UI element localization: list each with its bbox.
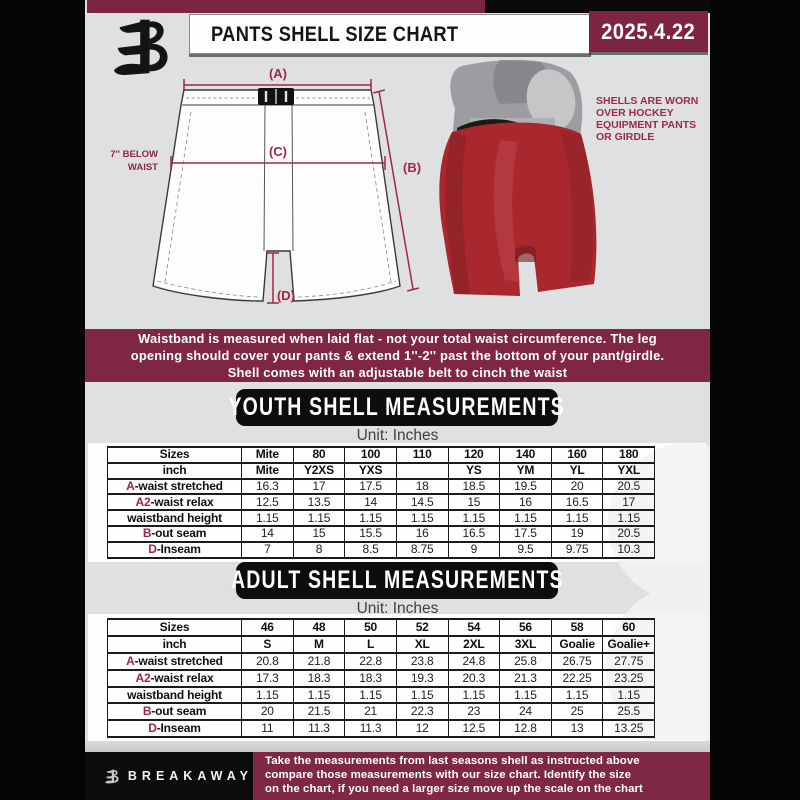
size-cell: 16.5 xyxy=(551,494,603,510)
date-text: 2025.4.22 xyxy=(601,18,696,44)
size-cell: 25.5 xyxy=(603,703,655,720)
row-label: A2-waist relax xyxy=(108,494,242,510)
size-cell: 1.15 xyxy=(500,510,552,526)
size-cell: 1.15 xyxy=(603,687,655,704)
row-label: waistband height xyxy=(108,687,242,704)
size-cell: 20 xyxy=(551,479,603,495)
below-waist-note-line1: 7'' BELOW xyxy=(110,149,158,160)
size-cell: 14 xyxy=(345,494,397,510)
table-row xyxy=(108,670,655,687)
size-cell: 180 xyxy=(603,447,655,463)
size-cell: 22.3 xyxy=(396,703,448,720)
table-row xyxy=(108,463,655,479)
size-cell: 17 xyxy=(293,479,345,495)
photo-caption-line3: EQUIPMENT PANTS xyxy=(596,119,697,131)
size-cell: 50 xyxy=(345,619,397,636)
size-cell: 9.75 xyxy=(551,542,603,558)
footer-note-line3: on the chart, if you need a larger size move up the scale on the chart xyxy=(265,782,643,795)
size-cell: 21 xyxy=(345,703,397,720)
brand-logo xyxy=(113,15,173,75)
size-cell: 120 xyxy=(448,447,500,463)
table-row xyxy=(108,494,655,510)
footer-brand-box xyxy=(85,752,253,800)
size-cell: 15 xyxy=(448,494,500,510)
info-banner xyxy=(85,329,710,382)
table-row xyxy=(108,542,655,558)
table-row xyxy=(108,703,655,720)
row-label: A2-waist relax xyxy=(108,670,242,687)
row-label-prefix: A2 xyxy=(135,670,151,685)
size-cell: Y2XS xyxy=(293,463,345,479)
prefooter-strip xyxy=(85,741,710,752)
row-label-prefix: B xyxy=(142,526,152,541)
photo-caption-line1: SHELLS ARE WORN xyxy=(596,95,699,107)
size-cell: Mite xyxy=(242,463,294,479)
size-cell: YXS xyxy=(345,463,397,479)
size-cell: 16.5 xyxy=(448,526,500,542)
adult-size-table xyxy=(107,618,655,738)
size-cell: 21.5 xyxy=(293,703,345,720)
size-cell: 20.5 xyxy=(603,526,655,542)
size-cell: 13.25 xyxy=(603,720,655,737)
table-row xyxy=(108,687,655,704)
size-cell: 8 xyxy=(293,542,345,558)
size-cell: 10.3 xyxy=(603,542,655,558)
info-banner-line1: Waistband is measured when laid flat - not your total waist circumference. The leg xyxy=(138,330,657,346)
size-cell: YM xyxy=(500,463,552,479)
size-cell: 1.15 xyxy=(603,510,655,526)
measure-label-d: (D) xyxy=(276,288,296,303)
size-cell: YXL xyxy=(603,463,655,479)
table-row xyxy=(108,619,655,636)
size-cell: 16 xyxy=(500,494,552,510)
size-cell: L xyxy=(345,636,397,653)
youth-heading: YOUTH SHELL MEASUREMENTS xyxy=(228,393,566,421)
size-cell: 9.5 xyxy=(500,542,552,558)
size-cell: 25.8 xyxy=(500,653,552,670)
size-cell: Mite xyxy=(242,447,294,463)
table-row xyxy=(108,479,655,495)
size-cell: YS xyxy=(448,463,500,479)
size-cell: 16.3 xyxy=(242,479,294,495)
youth-section-banner xyxy=(228,389,566,426)
size-cell: 12.5 xyxy=(448,720,500,737)
row-label-prefix: D xyxy=(148,721,157,736)
size-cell: XL xyxy=(396,636,448,653)
size-cell: 100 xyxy=(345,447,397,463)
content-strip xyxy=(85,0,710,800)
adult-section-banner xyxy=(230,562,564,599)
table-row xyxy=(108,636,655,653)
table-row xyxy=(108,526,655,542)
size-cell: 17.5 xyxy=(345,479,397,495)
table-row xyxy=(108,447,655,463)
size-cell: 1.15 xyxy=(242,687,294,704)
below-waist-note-line2: WAIST xyxy=(127,162,158,173)
size-cell: 8.5 xyxy=(345,542,397,558)
youth-size-table xyxy=(107,446,655,559)
title-bar xyxy=(189,14,591,54)
youth-unit-label: Unit: Inches xyxy=(356,427,439,444)
row-label: Sizes xyxy=(108,447,242,463)
size-cell: 60 xyxy=(603,619,655,636)
size-cell: 17.5 xyxy=(500,526,552,542)
size-cell: 23.25 xyxy=(603,670,655,687)
date-badge xyxy=(589,11,708,52)
measure-label-a: (A) xyxy=(268,66,288,81)
size-cell: 7 xyxy=(242,542,294,558)
footer-brand-text: BREAKAWAY xyxy=(127,769,253,783)
size-cell: 20.8 xyxy=(242,653,294,670)
size-cell: 15 xyxy=(293,526,345,542)
size-cell: 14.5 xyxy=(396,494,448,510)
size-cell: M xyxy=(293,636,345,653)
adult-heading: ADULT SHELL MEASUREMENTS xyxy=(230,566,564,594)
size-cell: 1.15 xyxy=(293,510,345,526)
footer-note-box xyxy=(253,752,710,800)
size-cell: 1.15 xyxy=(396,510,448,526)
table-row xyxy=(108,510,655,526)
table-row xyxy=(108,720,655,737)
size-cell: 11.3 xyxy=(345,720,397,737)
size-cell: 12.5 xyxy=(242,494,294,510)
size-cell: 23.8 xyxy=(396,653,448,670)
info-banner-line3: Shell comes with an adjustable belt to cinch the waist xyxy=(227,365,568,381)
row-label-prefix: D xyxy=(148,542,157,557)
size-cell: 2XL xyxy=(448,636,500,653)
size-cell: 19 xyxy=(551,526,603,542)
size-cell: 1.15 xyxy=(448,687,500,704)
size-cell: YL xyxy=(551,463,603,479)
size-cell: 20 xyxy=(242,703,294,720)
footer-note-line2: compare those measurements with our size chart. Identify the size xyxy=(265,769,632,782)
size-cell: 18.3 xyxy=(293,670,345,687)
row-label: B-out seam xyxy=(108,703,242,720)
size-cell: 58 xyxy=(551,619,603,636)
size-cell: 23 xyxy=(448,703,500,720)
size-cell: 22.25 xyxy=(551,670,603,687)
size-cell: 12 xyxy=(396,720,448,737)
shorts-drawing xyxy=(153,88,400,301)
size-cell: 17 xyxy=(603,494,655,510)
row-label: D-Inseam xyxy=(108,542,242,558)
size-cell: 19.3 xyxy=(396,670,448,687)
top-accent-bar xyxy=(87,0,485,13)
shell-diagram xyxy=(85,55,710,325)
size-cell: 21.3 xyxy=(500,670,552,687)
row-label-prefix: A xyxy=(126,478,135,493)
size-cell: 20.3 xyxy=(448,670,500,687)
size-cell: 25 xyxy=(551,703,603,720)
size-cell: 18 xyxy=(396,479,448,495)
row-label: inch xyxy=(108,636,242,653)
size-cell: 19.5 xyxy=(500,479,552,495)
row-label: inch xyxy=(108,463,242,479)
row-label-prefix: A xyxy=(126,653,135,668)
size-cell: 80 xyxy=(293,447,345,463)
photo-caption-line4: OR GIRDLE xyxy=(596,131,655,143)
size-cell: 14 xyxy=(242,526,294,542)
size-cell: 1.15 xyxy=(551,510,603,526)
row-label: D-Inseam xyxy=(108,720,242,737)
size-cell: 27.75 xyxy=(603,653,655,670)
table-row xyxy=(108,653,655,670)
info-banner-line2: opening should cover your pants & extend 1''-2'' past the bottom of your pant/girdle. xyxy=(130,347,665,363)
row-label: waistband height xyxy=(108,510,242,526)
measure-label-b: (B) xyxy=(403,160,422,175)
row-label: A-waist stretched xyxy=(108,479,242,495)
size-cell: 48 xyxy=(293,619,345,636)
size-cell: S xyxy=(242,636,294,653)
shell-photo xyxy=(439,60,596,296)
size-cell: 24 xyxy=(500,703,552,720)
size-cell: 12.8 xyxy=(500,720,552,737)
size-cell: 1.15 xyxy=(448,510,500,526)
size-cell: 20.5 xyxy=(603,479,655,495)
footer-brand-logo xyxy=(105,761,120,791)
size-cell: 52 xyxy=(396,619,448,636)
footer-note-line1: Take the measurements from last seasons shell as instructed above xyxy=(265,755,640,768)
size-cell: 26.75 xyxy=(551,653,603,670)
size-cell: 11.3 xyxy=(293,720,345,737)
size-cell: Goalie xyxy=(551,636,603,653)
size-cell: 24.8 xyxy=(448,653,500,670)
size-cell: 9 xyxy=(448,542,500,558)
size-cell: 56 xyxy=(500,619,552,636)
size-cell: 11 xyxy=(242,720,294,737)
size-cell: 21.8 xyxy=(293,653,345,670)
size-cell: 46 xyxy=(242,619,294,636)
photo-caption-line2: OVER HOCKEY xyxy=(596,107,674,119)
size-cell: 17.3 xyxy=(242,670,294,687)
size-cell: 3XL xyxy=(500,636,552,653)
row-label-prefix: B xyxy=(142,704,152,719)
size-cell: 1.15 xyxy=(345,687,397,704)
size-cell: 1.15 xyxy=(551,687,603,704)
size-cell: 140 xyxy=(500,447,552,463)
size-cell: Goalie+ xyxy=(603,636,655,653)
size-cell: 1.15 xyxy=(293,687,345,704)
size-cell: 18.3 xyxy=(345,670,397,687)
size-cell: 8.75 xyxy=(396,542,448,558)
size-cell: 1.15 xyxy=(500,687,552,704)
size-cell: 22.8 xyxy=(345,653,397,670)
size-cell: 16 xyxy=(396,526,448,542)
size-cell: 1.15 xyxy=(242,510,294,526)
size-cell: 13.5 xyxy=(293,494,345,510)
measure-label-c: (C) xyxy=(268,144,288,159)
size-cell: 160 xyxy=(551,447,603,463)
row-label: A-waist stretched xyxy=(108,653,242,670)
size-cell: 1.15 xyxy=(396,687,448,704)
row-label-prefix: A2 xyxy=(135,494,151,509)
row-label: B-out seam xyxy=(108,526,242,542)
size-cell xyxy=(396,463,448,479)
size-cell: 15.5 xyxy=(345,526,397,542)
adult-unit-label: Unit: Inches xyxy=(356,600,439,617)
size-cell: 18.5 xyxy=(448,479,500,495)
size-cell: 54 xyxy=(448,619,500,636)
page-title: PANTS SHELL SIZE CHART xyxy=(211,21,459,46)
size-cell: 110 xyxy=(396,447,448,463)
size-cell: 1.15 xyxy=(345,510,397,526)
row-label: Sizes xyxy=(108,619,242,636)
size-cell: 13 xyxy=(551,720,603,737)
